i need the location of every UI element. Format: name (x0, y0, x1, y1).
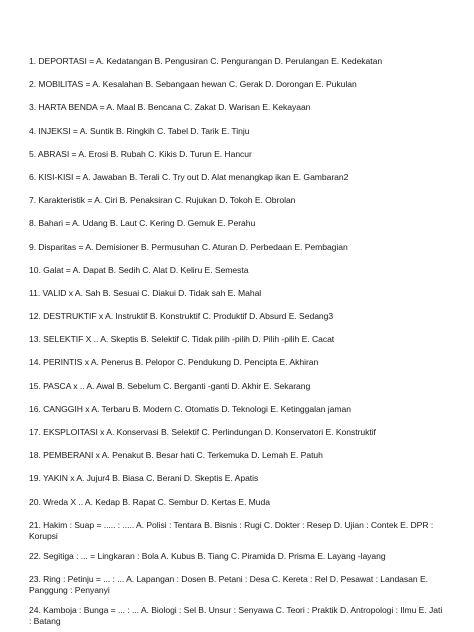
question-4: 4. INJEKSI = A. Suntik B. Ringkih C. Tabel D. Tarik E. Tinju (29, 125, 250, 136)
question-6: 6. KISI-KISI = A. Jawaban B. Terali C. Try out D. Alat menangkap ikan E. Gambaran2 (29, 171, 349, 182)
question-5: 5. ABRASI = A. Erosi B. Rubah C. Kikis D. Turun E. Hancur (29, 148, 252, 159)
question-16: 16. CANGGIH x A. Terbaru B. Modern C. Otomatis D. Teknologi E. Ketinggalan jaman (29, 403, 351, 414)
question-24: 24. Kamboja : Bunga = ... : ... A. Biologi : Sel B. Unsur : Senyawa C. Teori : Praktik D. Antropologi : Ilmu E. Jati : Batang (29, 604, 443, 626)
question-10: 10. Galat = A. Dapat B. Sedih C. Alat D. Keliru E. Semesta (29, 264, 249, 275)
question-18: 18. PEMBERANI x A. Penakut B. Besar hati C. Terkemuka D. Lemah E. Patuh (29, 450, 323, 461)
question-8: 8. Bahari = A. Udang B. Laut C. Kering D. Gemuk E. Perahu (29, 218, 256, 229)
question-21: 21. Hakim : Suap = ..... : ..... A. Polisi : Tentara B. Bisnis : Rugi C. Dokter : Resep D. Ujian : Contek E. DPR : Korupsi (29, 519, 434, 541)
question-12: 12. DESTRUKTIF x A. Instruktif B. Konstruktif C. Produktif D. Absurd E. Sedang3 (29, 311, 334, 322)
question-1: 1. DEPORTASI = A. Kedatangan B. Pengusiran C. Pengurangan D. Perulangan E. Kedekatan (29, 56, 383, 66)
question-22: 22. Segitiga : ... = Lingkaran : Bola A. Kubus B. Tiang C. Piramida D. Prisma E. Layang -layang (29, 550, 386, 561)
question-20: 20. Wreda X .. A. Kedap B. Rapat C. Sembur D. Kertas E. Muda (29, 496, 270, 507)
question-7: 7. Karakteristik = A. Ciri B. Penaksiran C. Rujukan D. Tokoh E. Obrolan (29, 195, 296, 206)
question-13: 13. SELEKTIF X .. A. Skeptis B. Selektif C. Tidak pilih -pilih D. Pilih -pilih E. Cacat (29, 334, 335, 345)
question-list (29, 56, 444, 627)
question-23: 23. Ring : Petinju = ... : ... A. Lapangan : Dosen B. Petani : Desa C. Kereta : Rel D. Pesawat : Landasan E. Panggung : Penyanyi (29, 573, 428, 595)
question-19: 19. YAKIN x A. Jujur4 B. Biasa C. Berani D. Skeptis E. Apatis (29, 473, 259, 484)
question-17: 17. EKSPLOITASI x A. Konservasi B. Selektif C. Perlindungan D. Konservatori E. Konstruktif (29, 427, 376, 437)
question-2: 2. MOBILITAS = A. Kesalahan B. Sebangaan hewan C. Gerak D. Dorongan E. Pukulan (29, 79, 357, 90)
question-9: 9. Disparitas = A. Demisioner B. Permusuhan C. Aturan D. Perbedaan E. Pembagian (29, 241, 348, 252)
question-15: 15. PASCA x .. A. Awal B. Sebelum C. Berganti -ganti D. Akhir E. Sekarang (29, 380, 311, 391)
question-11: 11. VALID x A. Sah B. Sesuai C. Diakui D. Tidak sah E. Mahal (29, 287, 262, 298)
question-14: 14. PERINTIS x A. Penerus B. Pelopor C. Pendukung D. Pencipta E. Akhiran (29, 357, 319, 368)
question-3: 3. HARTA BENDA = A. Maal B. Bencana C. Zakat D. Warisan E. Kekayaan (29, 102, 311, 113)
